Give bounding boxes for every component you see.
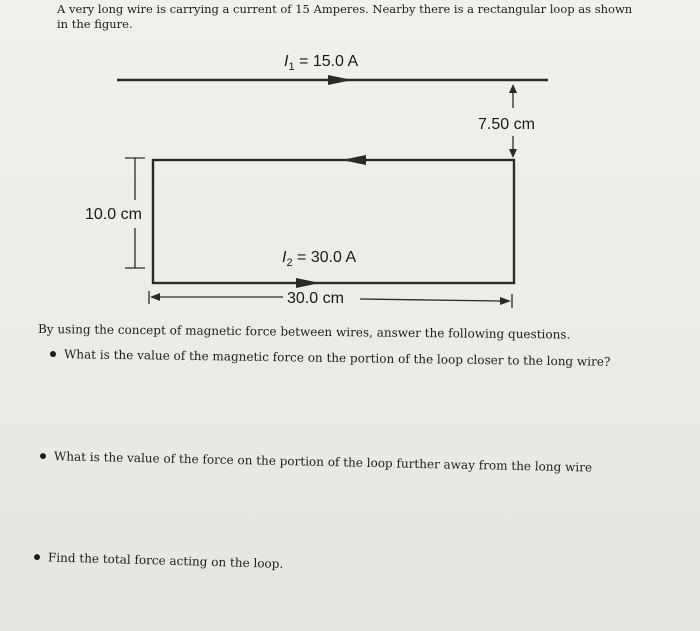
- question-2-text: What is the value of the force on the portion of the loop further away from the long wire: [53, 449, 593, 475]
- loop-bottom-current-arrow: [296, 278, 320, 288]
- intro-line-1: A very long wire is carrying a current of 15 Amperes. Nearby there is a rectangular loop as shown: [57, 2, 633, 16]
- bullet-icon: [34, 554, 40, 560]
- i1-label: $I_1 = 15.0$ A: [284, 53, 359, 73]
- question-3-text: Find the total force acting on the loop.: [47, 550, 284, 571]
- bullet-icon: [50, 351, 56, 357]
- distance-label: 7.50 cm: [478, 116, 535, 133]
- wire-current-arrow: [328, 75, 352, 85]
- loop-top-current-arrow: [342, 155, 366, 165]
- bullet-icon: [40, 453, 46, 459]
- width-dim-right: [360, 299, 500, 301]
- width-label: 30.0 cm: [287, 290, 344, 307]
- height-label: 10.0 cm: [85, 206, 142, 223]
- instruction-text: By using the concept of magnetic force between wires, answer the following questions.: [37, 322, 571, 342]
- intro-line-2: in the figure.: [57, 17, 133, 31]
- i2-label: $I_2 = 30.0$ A: [282, 249, 357, 269]
- question-1-text: What is the value of the magnetic force on the portion of the loop closer to the long wire?: [63, 347, 611, 369]
